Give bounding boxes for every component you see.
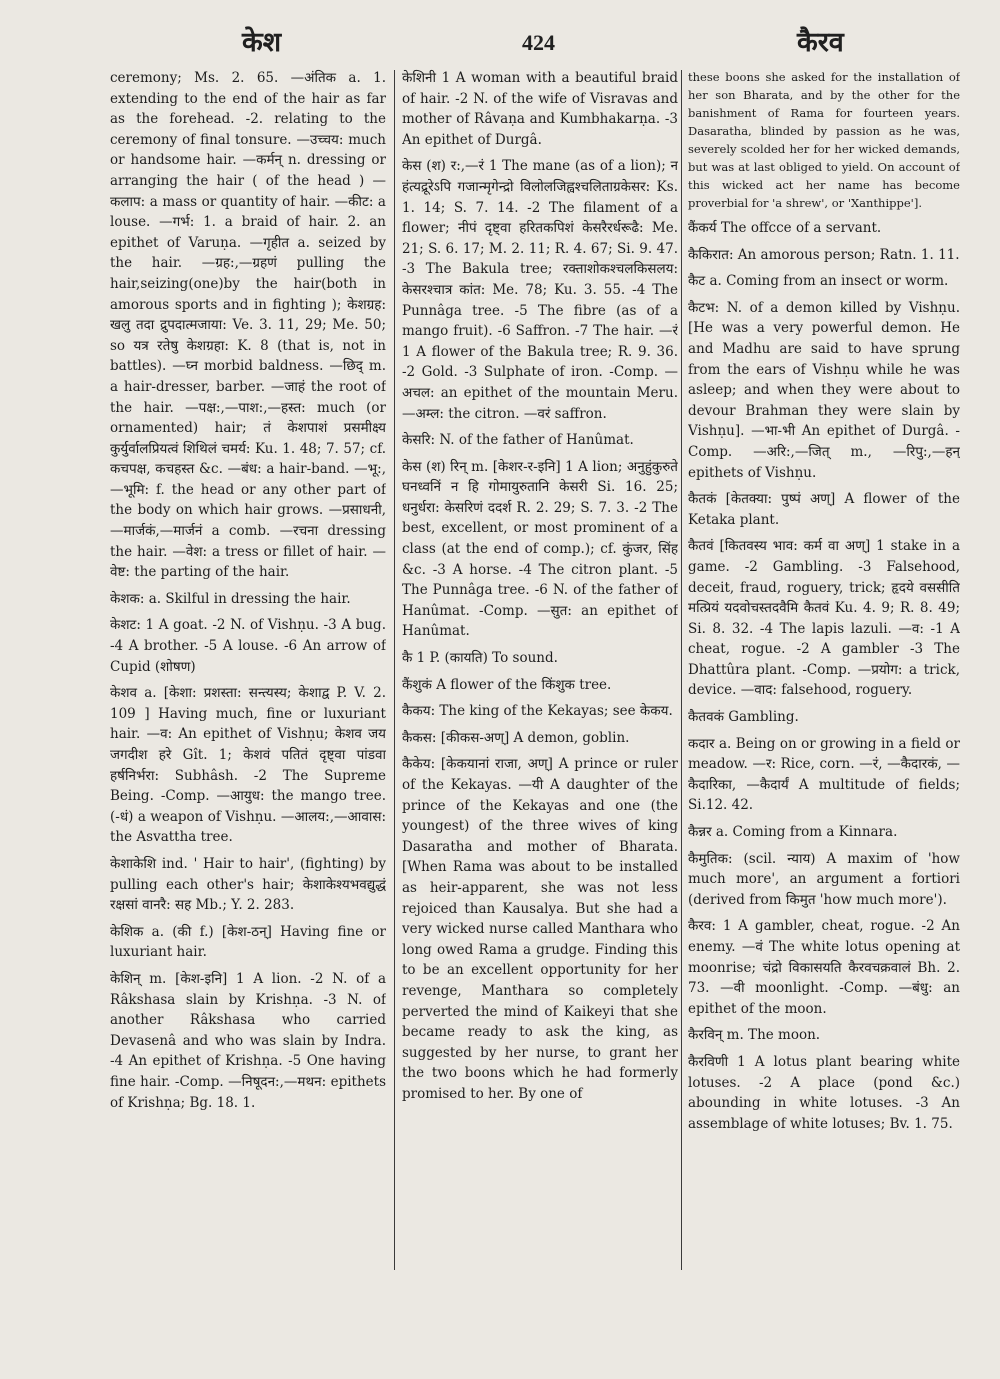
dictionary-entry: कैन्नर a. Coming from a Kinnara. [688,824,898,841]
dictionary-entry: केशाकेशि ind. ' Hair to hair', (fighting) by pulling each other's hair; केशाकेश्यभवद्युद्धं रक्षसां वानरै: सह Mb.; Y. 2. 283. [110,855,386,914]
dictionary-entry: कैतकं [केतक्या: पुष्पं अण्] A flower of the Ketaka plant. [688,491,960,528]
dictionary-entry: कैकेय: [केकयानां राजा, अण्] A prince or ruler of the Kekayas. —यी A daughter of the prince of the Kekayas and one (the youngest) of the three wives of king Dasaratha and mother of Bharata. [When Rama was about to be installed as heir-apparent, she was not less rejoiced than Kausalya. But she had a very wicked nurse called Manthara who long owed Rama a grudge. Finding this to be an excellent opportunity for her revenge, Manthara so completely perverted the mind of Kaikeyi that she became ready to ask the king, as suggested by her nurse, to grant her the two boons which he had formerly promised to her. By one of [402,756,678,1102]
page-header [0,22,1000,62]
dictionary-entry: केशिक a. (की f.) [केश-ठन्] Having fine or luxuriant hair. [110,923,386,961]
dictionary-entry: कैकस: [कीकस-अण्] A demon, goblin. [402,729,630,746]
dictionary-entry: कैरविणी 1 A lotus plant bearing white lotuses. -2 A place (pond &c.) abounding in white lotuses. -3 An assemblage of white lotuses; Bv. 1. 75. [688,1053,960,1132]
column-divider-2 [681,70,682,1270]
dictionary-entry: केशिनी 1 A woman with a beautiful braid of hair. -2 N. of the wife of Visravas and mother of Râvaṇa and Kumbhakarṇa. -3 An epithet of Durgâ. [402,70,678,148]
dictionary-entry: कैमुतिक: (scil. न्याय) A maxim of 'how much more', an argument a fortiori (derived from किमुत 'how much more'). [688,850,960,908]
dictionary-entry: कैरविन् m. The moon. [688,1027,821,1044]
dictionary-entry: कैट a. Coming from an insect or worm. [688,273,949,290]
column-1 [110,68,386,1258]
dictionary-entry: केस (श) रिन् m. [केशर-र-इनि] 1 A lion; अनुहुंकुरुते घनध्वनिं न हि गोमायुरुतानि केसरी Si. 16. 25; धनुर्धरा: केसरिणं ददर्श R. 2. 29; S. 7. 3. -2 The best, excellent, or most prominent of a class (at the end of comp.); cf. कुंजर, सिंह &c. -3 A horse. -4 The citron plant. -5 The Punnâga tree. -6 N. of the father of Hanûmat. -Comp. —सुत: an epithet of Hanûmat. [402,458,678,640]
dictionary-entry: केशक: a. Skilful in dressing the hair. [110,590,351,607]
dictionary-entry: कैकिरात: An amorous person; Ratn. 1. 11. [688,246,960,263]
dictionary-entry: कैरव: 1 A gambler, cheat, rogue. -2 An enemy. —वं The white lotus opening at moonrise; चंद्रो विकासयति कैरवचक्रवालं Bh. 2. 73. —वी moonlight. -Comp. —बंधु: an epithet of the moon. [688,918,960,1017]
dictionary-entry: कैंशुकं A flower of the किंशुक tree. [402,676,612,693]
dictionary-entry: केशव a. [केशा: प्रशस्ता: सन्त्यस्य; केशाद्व P. V. 2. 109 ] Having much, fine or luxuriant hair. —व: An epithet of Vishṇu; केशव जय जगदीश हरे Gît. 1; केशवं पतितं दृष्ट्वा पांडवा हर्षनिर्भरा: Subhâsh. -2 The Supreme Being. -Comp. —आयुध: the mango tree. (-धं) a weapon of Vishṇu. —आलय:,—आवास: the Asvattha tree. [110,685,386,846]
dictionary-entry: ceremony; Ms. 2. 65. —अंतिक a. 1. extending to the end of the hair as far as the forehead. -2. relating to the ceremony of final tonsure. —उच्चय: much or handsome hair. —कर्मन् n. dressing or arranging the hair ( of the head ) —कलाप: a mass or quantity of hair. —कीट: a louse. —गर्भ: 1. a braid of hair. 2. an epithet of Varuṇa. —गृहीत a. seized by the hair. —ग्रह:,—ग्रहणं pulling the hair,seizing(one)by the hair(both in amorous sports and in fighting ); केशग्रह: खलु तदा द्रुपदात्मजाया: Ve. 3. 11, 29; Me. 50; so यत्र रतेषु केशग्रहा: K. 8 (that is, not in battles). —घ्न morbid baldness. —छिद् m. a hair-dresser, barber. —जाहं the root of the hair. —पक्ष:,—पाश:,—हस्त: much (or ornamented) hair; तं केशपाशं प्रसमीक्ष्य कुर्युर्वालप्रियत्वं शिथिलं चमर्य: Ku. 1. 48; 7. 57; cf. कचपक्ष, कचहस्त &c. —बंध: a hair-band. —भू:,—भूमि: f. the head or any other part of the body on which hair grows. —प्रसाधनी,—मार्जकं,—मार्जनं a comb. —रचना dressing the hair. —वेश: a tress or fillet of hair. —वेष्ट: the parting of the hair. [110,70,386,581]
column-2 [402,68,678,1273]
dictionary-entry: कैंकर्य The offcce of a servant. [688,220,882,236]
column-divider-1 [394,70,395,1270]
dictionary-entry: कैतवकं Gambling. [688,709,799,726]
dictionary-entry: कैटभ: N. of a demon killed by Vishṇu. [He was a very powerful demon. He and Madhu are said to have sprung from the ears of Vishṇu while he was asleep; and when they were about to devour Brahman they were slain by Vishṇu]. —भा-भी An epithet of Durgâ. -Comp. —अरि:,—जित् m., —रिपु:,—हन् epithets of Vishṇu. [688,299,960,481]
dictionary-entry: कैकय: The king of the Kekayas; see केकय. [402,703,673,720]
page-number: 424 [522,30,555,55]
dictionary-entry-note: these boons she asked for the installation of her son Bharata, and by the other for the banishment of Rama for fourteen years. Dasaratha, blinded by passion as he was, severely scolded her for her wicked demands, but was at last obliged to yield. On account of this wicked act her name has become proverbial for 'a shrew', or 'Xanthippe']. [688,70,960,210]
dictionary-entry: केस (श) र:,—रं 1 The mane (as of a lion); न हंत्यद्रूरेऽपि गजान्मृगेन्द्रो विलोलजिह्वश्चलिताग्रकेसर: Ks. 1. 14; S. 7. 14. -2 The filament of a flower; नीपं दृष्ट्वा हरितकपिशं केसरैरर्धरूढै: Me. 21; S. 6. 17; M. 2. 11; R. 4. 67; Si. 9. 47. -3 The Bakula tree; रक्ताशोकश्चलकिसलय: केसरश्चात्र कांत: Me. 78; Ku. 3. 55. -4 The Punnâga tree. -5 The fibre (as of a mango fruit). -6 Saffron. -7 The hair. —रं 1 A flower of the Bakula tree; R. 9. 36. -2 Gold. -3 Sulphate of iron. -Comp. —अचल: an epithet of the mountain Meru. —अम्ल: the citron. —वरं saffron. [402,158,678,422]
dictionary-entry: केशट: 1 A goat. -2 N. of Vishṇu. -3 A bug. -4 A brother. -5 A louse. -6 An arrow of Cupid (शोषण) [110,617,386,675]
dictionary-entry: केसरि: N. of the father of Hanûmat. [402,432,634,449]
dictionary-entry: कदार a. Being on or growing in a field or meadow. —र: Rice, corn. —रं, —कैदारकं, —कैदारिका, —कैदार्यं A multitude of fields; Si.12. 42. [688,735,960,814]
dictionary-entry: कै 1 P. (कायति) To sound. [402,650,558,667]
header-right-guide-word: कैरव [797,27,844,58]
column-3 [688,68,960,1278]
dictionary-entry: केशिन् m. [केश-इनि] 1 A lion. -2 N. of a Râkshasa slain by Krishṇa. -3 N. of another Râkshasa who carried Devasenâ and who was slain by Indra. -4 An epithet of Krishṇa. -5 One having fine hair. -Comp. —निषूदन:,—मथन: epithets of Krishṇa; Bg. 18. 1. [110,970,386,1111]
dictionary-entry: कैतवं [कितवस्य भाव: कर्म वा अण्] 1 stake in a game. -2 Gambling. -3 Falsehood, deceit, fraud, roguery, trick; हृदये वससीति मत्प्रियं यदवोचस्तदवैमि कैतवं Ku. 4. 9; R. 8. 49; Si. 8. 32. -4 The lapis lazuli. —व: -1 A cheat, rogue. -2 A gambler -3 The Dhattûra plant. -Comp. —प्रयोग: a trick, device. —वाद: falsehood, roguery. [688,538,960,699]
header-left-guide-word: केश [242,27,282,58]
